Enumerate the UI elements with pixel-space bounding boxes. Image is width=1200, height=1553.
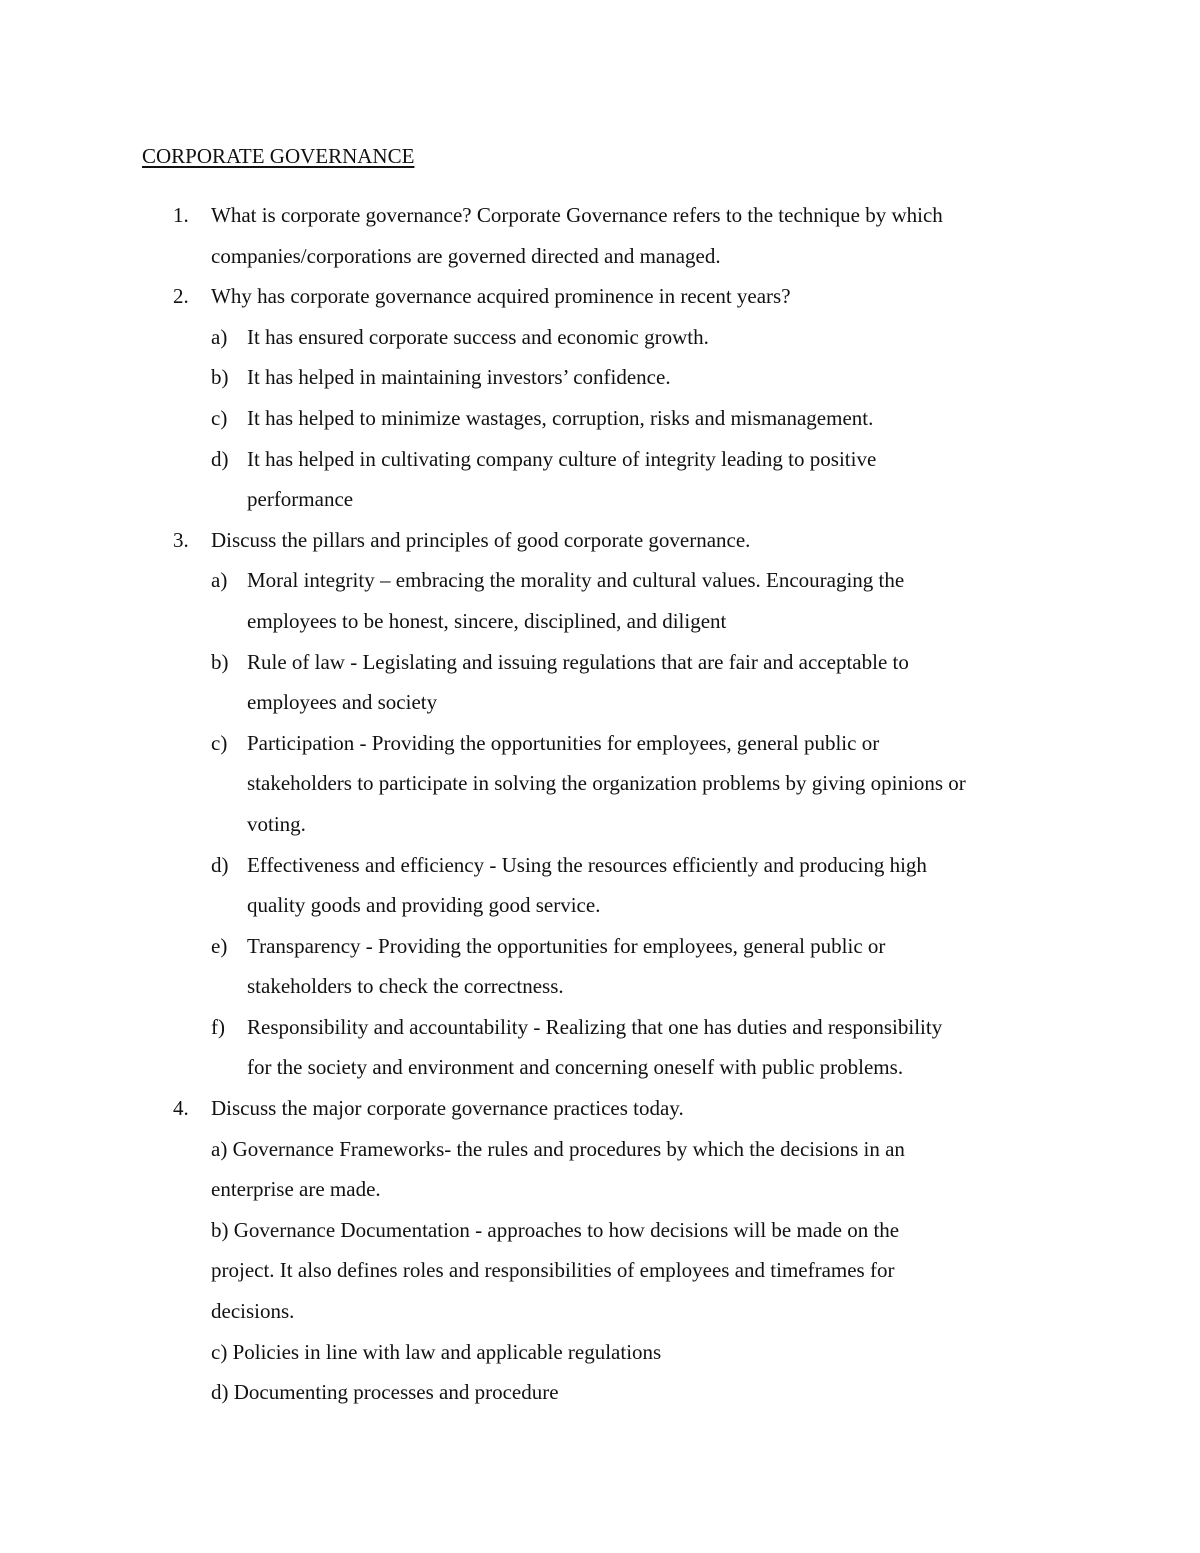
list-item-text: It has helped in maintaining investors’ confidence. [247,365,671,390]
list-item-text-cont: stakeholders to check the correctness. [247,974,564,999]
question-3-item-f [0,1007,1200,1048]
question-4-para-line [0,1291,1200,1332]
question-4-para-line [0,1210,1200,1251]
list-item-text-cont: for the society and environment and concerning oneself with public problems. [247,1055,904,1080]
paragraph-text: d) Documenting processes and procedure [211,1380,559,1405]
list-item-text: Participation - Providing the opportunities for employees, general public or [247,730,880,755]
question-1-number: 1. [173,203,189,227]
question-3-item-a [0,560,1200,601]
list-item-text-cont: employees to be honest, sincere, disciplined, and diligent [247,608,727,633]
question-4-number: 4. [173,1096,189,1121]
list-marker: c) [211,405,228,430]
list-item-text: Moral integrity – embracing the morality and cultural values. Encouraging the [247,568,905,593]
list-item-text-cont: stakeholders to participate in solving the organization problems by giving opinions or [247,771,966,796]
question-3-item-c-cont-1 [0,763,1200,804]
paragraph-text: enterprise are made. [211,1177,381,1202]
question-2-text: Why has corporate governance acquired prominence in recent years? [211,284,791,309]
paragraph-text: a) Governance Frameworks- the rules and procedures by which the decisions in an [211,1136,905,1161]
question-1-line-1 [0,195,1200,236]
paragraph-text: b) Governance Documentation - approaches to how decisions will be made on the [211,1217,900,1242]
list-item-text-cont: voting. [247,811,306,836]
question-3-item-e-cont [0,966,1200,1007]
question-3-item-e [0,926,1200,967]
question-3-item-c-cont-2 [0,804,1200,845]
question-1-text-cont: companies/corporations are governed directed and managed. [211,243,721,268]
list-item-text: Transparency - Providing the opportunities for employees, general public or [247,933,886,958]
paragraph-text: c) Policies in line with law and applicable regulations [211,1339,662,1364]
list-item-text: It has helped to minimize wastages, corruption, risks and mismanagement. [247,405,874,430]
question-3-item-c [0,723,1200,764]
paragraph-text: decisions. [211,1299,295,1324]
question-3-item-b [0,642,1200,683]
question-3-item-d [0,845,1200,886]
question-2-line [0,276,1200,317]
question-3-number: 3. [173,527,189,552]
list-item-text: It has helped in cultivating company culture of integrity leading to positive [247,446,877,471]
question-4-para-line [0,1250,1200,1291]
document-body [0,195,1200,1413]
list-item-text-cont: performance [247,487,354,512]
question-4-para-line [0,1129,1200,1170]
list-marker: b) [211,365,229,390]
question-3-item-b-cont [0,682,1200,723]
question-3-item-d-cont [0,885,1200,926]
question-2-number: 2. [173,284,189,309]
list-marker: b) [211,649,229,674]
list-marker: f) [211,1014,225,1039]
list-item-text-cont: employees and society [247,690,438,715]
list-marker: e) [211,933,228,958]
list-item-text: Responsibility and accountability - Realizing that one has duties and responsibility [247,1014,943,1039]
question-2-item-c [0,398,1200,439]
list-item-text: It has ensured corporate success and economic growth. [247,324,709,349]
list-marker: d) [211,446,229,471]
document-title: CORPORATE GOVERNANCE [142,144,415,168]
list-marker: c) [211,730,228,755]
list-marker: a) [211,324,228,349]
question-2-item-d [0,439,1200,480]
question-1-text: What is corporate governance? Corporate Governance refers to the technique by which [211,203,943,227]
question-2-item-b [0,357,1200,398]
list-marker: d) [211,852,229,877]
question-4-para-line [0,1332,1200,1373]
list-item-text-cont: quality goods and providing good service. [247,893,601,918]
list-marker: a) [211,568,228,593]
question-4-para-line [0,1372,1200,1413]
question-1-line-2 [0,236,1200,277]
question-4-para-line [0,1169,1200,1210]
question-4-line [0,1088,1200,1129]
list-item-text: Effectiveness and efficiency - Using the resources efficiently and producing high [247,852,927,877]
question-2-item-a [0,317,1200,358]
question-3-line [0,520,1200,561]
question-3-item-f-cont [0,1047,1200,1088]
question-4-text: Discuss the major corporate governance practices today. [211,1096,684,1121]
question-3-item-a-cont [0,601,1200,642]
question-2-item-d-cont [0,479,1200,520]
question-3-text: Discuss the pillars and principles of good corporate governance. [211,527,751,552]
paragraph-text: project. It also defines roles and responsibilities of employees and timeframes for [211,1258,895,1283]
list-item-text: Rule of law - Legislating and issuing regulations that are fair and acceptable to [247,649,909,674]
